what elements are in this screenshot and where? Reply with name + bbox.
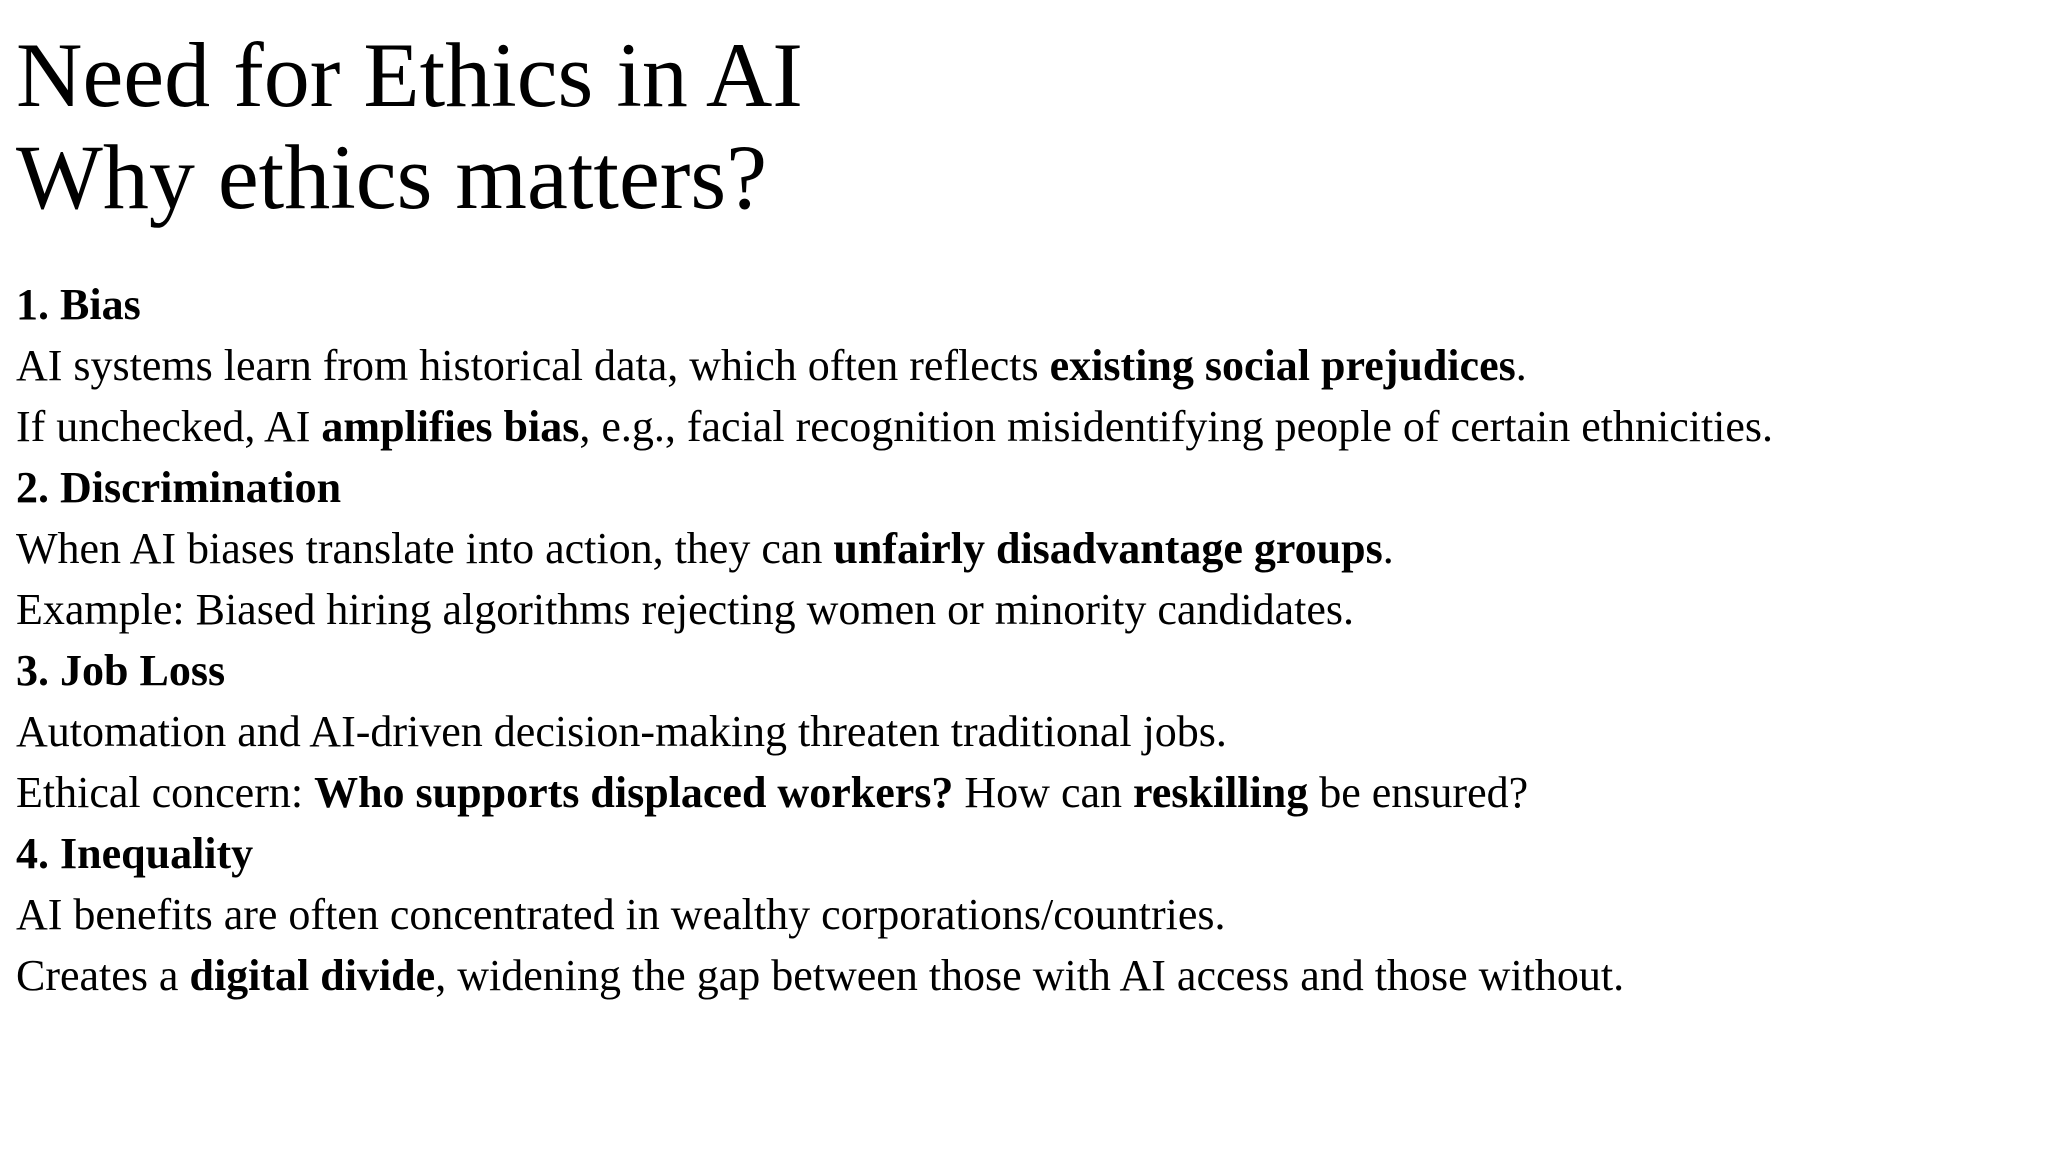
discrimination-line-2: Example: Biased hiring algorithms rejecting women or minority candidates. [16,585,1355,634]
job-loss-line-1: Automation and AI-driven decision-making threaten traditional jobs. [16,707,1227,756]
slide [16,24,2026,1006]
bias-line-1: AI systems learn from historical data, which often reflects existing social prejudices. [16,341,1527,390]
inequality-line-2: Creates a digital divide, widening the gap between those with AI access and those without. [16,951,1625,1000]
bold-phrase: existing social prejudices [1049,341,1516,390]
bias-line-2: If unchecked, AI amplifies bias, e.g., facial recognition misidentifying people of certain ethnicities. [16,402,1774,451]
section-heading-bias: 1. Bias [16,280,141,329]
bold-phrase: digital divide [189,951,436,1000]
bold-phrase: Who supports displaced workers? [314,768,954,817]
slide-title [16,24,2026,228]
section-heading-discrimination: 2. Discrimination [16,463,342,512]
job-loss-line-2: Ethical concern: Who supports displaced workers? How can reskilling be ensured? [16,768,1529,817]
title-line-2: Why ethics matters? [16,126,768,228]
title-line-1: Need for Ethics in AI [16,24,803,126]
bold-phrase: amplifies bias [321,402,580,451]
bold-phrase: reskilling [1133,768,1309,817]
section-heading-inequality: 4. Inequality [16,829,254,878]
section-heading-job-loss: 3. Job Loss [16,646,226,695]
inequality-line-1: AI benefits are often concentrated in wealthy corporations/countries. [16,890,1226,939]
discrimination-line-1: When AI biases translate into action, they can unfairly disadvantage groups. [16,524,1394,573]
bold-phrase: unfairly disadvantage groups [833,524,1383,573]
slide-content [16,274,2026,1006]
